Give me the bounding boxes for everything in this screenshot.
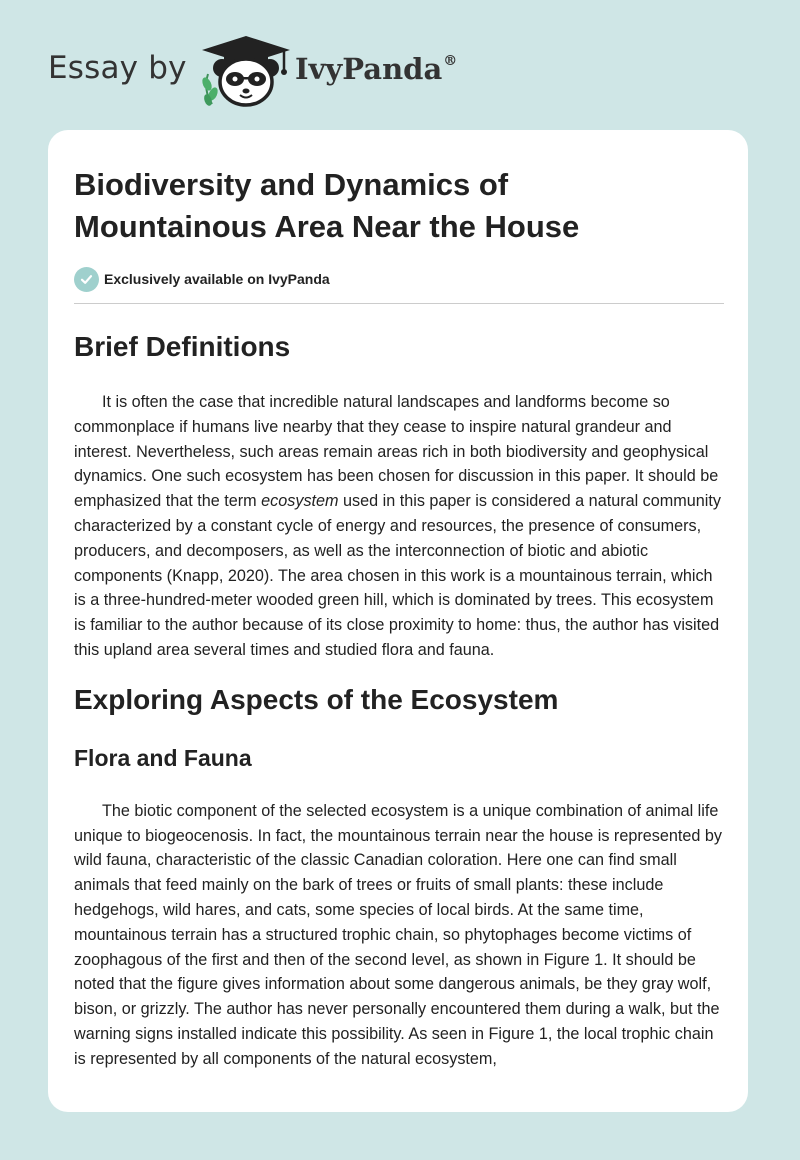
essay-title [74,164,724,248]
brand-name[interactable] [295,52,457,86]
paragraph-text: used in this paper is considered a natural community characterized by a constant cycle of energy and resources, the presence of consumers, producers, and decomposers, as well as the interconnection of biotic and abiotic components (Knapp, 2020). The area chosen in this work is a mountainous terrain, which is a three-hundred-meter wooded green hill, which is dominated by trees. This ecosystem is familiar to the author because of its close proximity to home: thus, the author has visited this upland area several times and studied flora and fauna. [74,492,721,659]
brand-prefix: Essay by [48,50,187,86]
paragraph-text: It is often the case that incredible natural landscapes and landforms become so commonplace if humans live nearby that they cease to inspire natural grandeur and interest. Nevertheless, such areas remain areas rich in both biodiversity and geophysical dynamics. One such ecosystem has been chosen for discussion in this paper. It should be emphasized that the term [74,393,719,511]
check-icon [74,267,99,292]
essay-content [74,164,724,1072]
panda-graduate-icon[interactable] [200,34,292,110]
brand-name-text: IvyPanda [295,52,443,86]
exclusive-badge [74,266,724,292]
essay-card [48,130,748,1112]
subheading-flora-and-fauna: Flora and Fauna [74,744,252,771]
badge-text: Exclusively available on IvyPanda [104,271,330,287]
registered-mark: ® [443,53,458,69]
essay-title-line-2: Mountainous Area Near the House [74,209,580,244]
section-heading-brief-definitions: Brief Definitions [74,331,291,362]
essay-title-line-1: Biodiversity and Dynamics of [74,167,509,202]
section-heading-exploring-aspects: Exploring Aspects of the Ecosystem [74,683,559,715]
paragraph-flora-and-fauna: The biotic component of the selected ecosystem is a unique combination of animal life unique to biogeocenosis. In fact, the mountainous terrain near the house is represented by wild fauna, characteristic of the classic Canadian coloration. Here one can find small animals that feed mainly on the bark of trees or fruits of small plants: these include hedgehogs, wild hares, and cats, some species of local birds. At the same time, mountainous terrain has a structured trophic chain, so phytophages become victims of zoophagous of the first and then of the second level, as shown in Figure 1. It should be noted that the figure gives information about some dangerous animals, be they gray wolf, bison, or grizzly. The author has never personally encountered them during a walk, but the warning signs installed indicate this possibility. As seen in Figure 1, the local trophic chain is represented by all components of the natural ecosystem, [74,801,722,1068]
paragraph-emphasis: ecosystem [261,492,339,511]
site-header [0,0,800,130]
divider [74,303,724,304]
paragraph-brief-definitions [74,390,724,663]
